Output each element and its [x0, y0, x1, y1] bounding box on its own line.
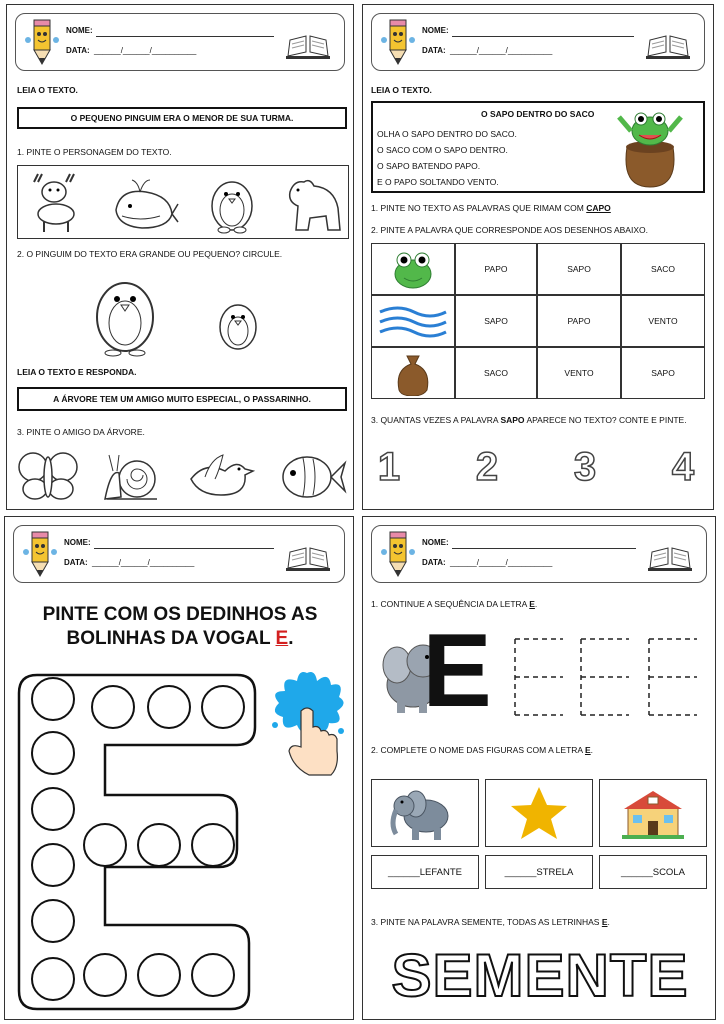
paint-dot[interactable] — [191, 823, 235, 867]
word-option[interactable]: SAPO — [455, 295, 537, 347]
question-2: 2. PINTE A PALAVRA QUE CORRESPONDE AOS DESENHOS ABAIXO. — [371, 225, 648, 235]
open-book-icon — [648, 544, 692, 572]
poem-line: E O PAPO SOLTANDO VENTO. — [377, 177, 499, 187]
question-2: 2. O PINGUIM DO TEXTO ERA GRANDE OU PEQUENO? CIRCULE. — [17, 249, 283, 259]
picture-cell — [371, 779, 479, 847]
dashed-letter-e-1[interactable] — [511, 635, 567, 719]
paint-dot[interactable] — [31, 843, 75, 887]
name-line[interactable] — [452, 36, 634, 37]
q3-dot: . — [607, 917, 610, 927]
image-cell — [371, 243, 455, 295]
dashed-letter-e-2[interactable] — [577, 635, 633, 719]
word-option[interactable]: SAPO — [621, 347, 705, 399]
worksheet-letter-e — [362, 516, 716, 1020]
word-option[interactable]: VENTO — [621, 295, 705, 347]
instruction-read: LEIA O TEXTO. — [17, 85, 78, 95]
poem-title: O SAPO DENTRO DO SACO — [481, 109, 595, 119]
star-icon — [509, 785, 569, 841]
text-box-penguin: O PEQUENO PINGUIM ERA O MENOR DE SUA TURMA. — [17, 107, 347, 129]
name-line[interactable] — [96, 36, 274, 37]
word-option[interactable]: VENTO — [537, 347, 621, 399]
instruction-read: LEIA O TEXTO. — [371, 85, 432, 95]
small-penguin-icon[interactable] — [213, 295, 263, 355]
word-option[interactable]: PAPO — [537, 295, 621, 347]
paint-dot[interactable] — [147, 685, 191, 729]
student-header — [371, 525, 707, 583]
paint-dot[interactable] — [83, 823, 127, 867]
word-cell-elephant[interactable]: ______LEFANTE — [371, 855, 479, 889]
q1-dot: . — [534, 599, 538, 609]
word-cell-school[interactable]: ______SCOLA — [599, 855, 707, 889]
polar-bear-icon[interactable] — [284, 172, 346, 234]
q3-letter: E — [601, 917, 608, 927]
characters-strip — [17, 165, 349, 239]
frog-icon — [390, 248, 436, 290]
sack-icon — [393, 350, 433, 396]
date-label: DATA: — [64, 558, 88, 567]
question-1 — [371, 203, 611, 213]
word-cell-star[interactable]: ______STRELA — [485, 855, 593, 889]
q1-word: CAPO — [586, 203, 611, 213]
paint-dot[interactable] — [31, 899, 75, 943]
open-book-icon — [286, 32, 330, 60]
worksheet-vowel-e-dots — [4, 516, 354, 1020]
name-line[interactable] — [94, 548, 274, 549]
worksheet-penguin — [6, 4, 354, 510]
image-cell — [371, 347, 455, 399]
snail-icon[interactable] — [101, 449, 161, 505]
name-line[interactable] — [452, 548, 636, 549]
student-header — [13, 525, 345, 583]
pencil-mascot-icon — [380, 530, 416, 578]
word-option[interactable]: SACO — [455, 347, 537, 399]
title-dot: . — [288, 628, 294, 649]
picture-cell — [485, 779, 593, 847]
date-line[interactable]: ______/______/__________ — [94, 46, 197, 55]
picture-cell — [599, 779, 707, 847]
pencil-mascot-icon — [380, 18, 416, 66]
q3-text: APARECE NO TEXTO? CONTE E PINTE. — [524, 415, 687, 425]
q2-letter: E — [584, 745, 591, 755]
open-book-icon — [646, 32, 690, 60]
bird-icon[interactable] — [185, 449, 255, 505]
title-line — [5, 627, 354, 651]
word-option[interactable]: SACO — [621, 243, 705, 295]
paint-dot[interactable] — [31, 787, 75, 831]
instruction-read-answer: LEIA O TEXTO E RESPONDA. — [17, 367, 137, 377]
poem-line: O SACO COM O SAPO DENTRO. — [377, 145, 508, 155]
question-3 — [371, 415, 687, 425]
number-option[interactable]: 1 — [377, 445, 401, 489]
whale-icon[interactable] — [110, 174, 180, 234]
q1-text: 1. PINTE NO TEXTO AS PALAVRAS QUE RIMAM COM — [371, 203, 587, 213]
outlined-word-semente[interactable]: SEMENTE — [391, 942, 689, 1009]
pencil-mascot-icon — [22, 530, 58, 578]
paint-dot[interactable] — [201, 685, 245, 729]
name-label: NOME: — [66, 26, 93, 35]
number-option[interactable]: 4 — [671, 445, 695, 489]
wind-icon — [378, 304, 448, 338]
vowel-highlight: E — [275, 628, 289, 649]
paint-dot[interactable] — [83, 953, 127, 997]
word-option[interactable]: PAPO — [455, 243, 537, 295]
q3-word: SAPO — [500, 415, 525, 425]
worksheet-frog — [362, 4, 714, 510]
paint-dot[interactable] — [91, 685, 135, 729]
image-cell — [371, 295, 455, 347]
number-option[interactable]: 2 — [475, 445, 499, 489]
date-line[interactable]: ______/______/__________ — [450, 558, 553, 567]
big-penguin-icon[interactable] — [89, 271, 161, 357]
question-1: 1. PINTE O PERSONAGEM DO TEXTO. — [17, 147, 172, 157]
name-label: NOME: — [64, 538, 91, 547]
student-header — [371, 13, 705, 71]
paint-dot[interactable] — [31, 677, 75, 721]
q1-text: 1. CONTINUE A SEQUÊNCIA DA LETRA — [371, 599, 530, 609]
name-label: NOME: — [422, 26, 449, 35]
paint-dot[interactable] — [31, 957, 75, 1001]
dashed-letter-e-3[interactable] — [645, 635, 701, 719]
date-line[interactable]: ______/______/__________ — [450, 46, 553, 55]
q3-text: 3. PINTE NA PALAVRA SEMENTE, TODAS AS LETRINHAS — [371, 917, 602, 927]
moose-icon[interactable] — [24, 172, 84, 234]
name-label: NOME: — [422, 538, 449, 547]
word-option[interactable]: SAPO — [537, 243, 621, 295]
paint-dot[interactable] — [191, 953, 235, 997]
q2-text: 2. COMPLETE O NOME DAS FIGURAS COM A LETRA — [371, 745, 585, 755]
paint-dot[interactable] — [137, 823, 181, 867]
question-1 — [371, 599, 537, 609]
q3-text: 3. QUANTAS VEZES A PALAVRA — [371, 415, 501, 425]
date-line[interactable]: ______/______/__________ — [92, 558, 195, 567]
school-icon — [620, 785, 686, 841]
paint-splash-hand-icon — [267, 667, 349, 779]
poem-line: O SAPO BATENDO PAPO. — [377, 161, 481, 171]
text-box-tree: A ÁRVORE TEM UM AMIGO MUITO ESPECIAL, O PASSARINHO. — [17, 387, 347, 411]
number-option[interactable]: 3 — [573, 445, 597, 489]
poem-box — [371, 101, 705, 193]
student-header — [15, 13, 345, 71]
q1-letter: E — [529, 599, 535, 609]
date-label: DATA: — [422, 46, 446, 55]
big-letter-e: E — [422, 613, 492, 729]
page-title — [5, 603, 354, 651]
fish-icon[interactable] — [277, 449, 347, 505]
word-table — [371, 243, 705, 399]
paint-dot[interactable] — [31, 731, 75, 775]
open-book-icon — [286, 544, 330, 572]
title-line: PINTE COM OS DEDINHOS AS — [42, 604, 318, 625]
frog-in-sack-icon — [617, 107, 683, 189]
date-label: DATA: — [66, 46, 90, 55]
date-label: DATA: — [422, 558, 446, 567]
poem-line: OLHA O SAPO DENTRO DO SACO. — [377, 129, 517, 139]
question-3 — [371, 917, 610, 927]
paint-dot[interactable] — [137, 953, 181, 997]
question-3: 3. PINTE O AMIGO DA ÁRVORE. — [17, 427, 145, 437]
penguin-icon[interactable] — [204, 172, 260, 234]
butterfly-icon[interactable] — [15, 447, 81, 505]
elephant-icon — [390, 784, 460, 842]
pencil-mascot-icon — [24, 18, 60, 66]
q2-dot: . — [590, 745, 594, 755]
title-text: BOLINHAS DA VOGAL — [66, 628, 276, 649]
question-2 — [371, 745, 593, 755]
